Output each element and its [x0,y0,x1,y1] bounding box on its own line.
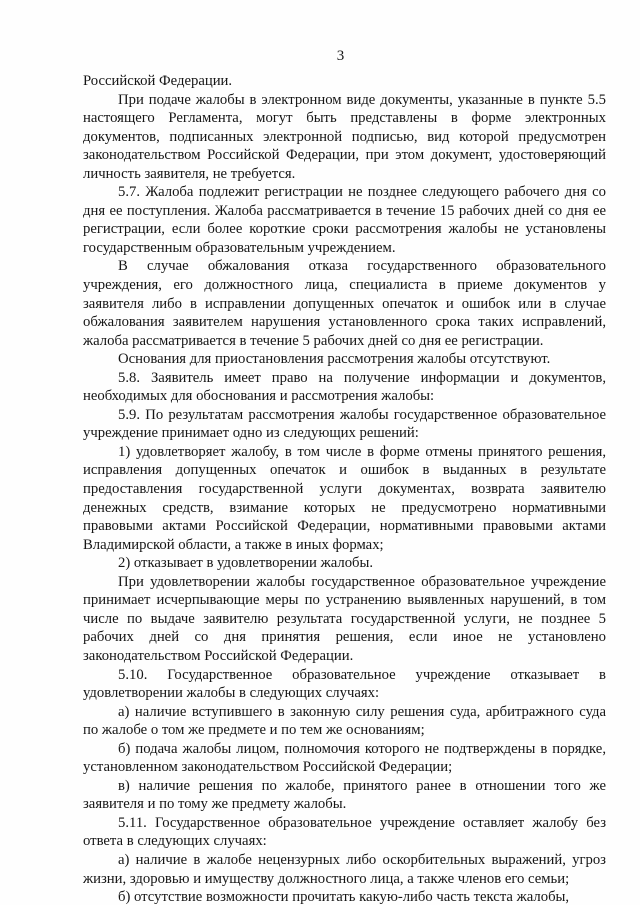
list-item-no-answer-a: а) наличие в жалобе нецензурных либо оскорбительных выражений, угроз жизни, здоровью и имуществу должностного лица, а также членов его семьи; [83,851,606,887]
paragraph-satisfaction-measures: При удовлетворении жалобы государственное образовательное учреждение принимает исчерпывающие меры по устранению выявленных нарушений, в том числе по выдаче заявителю результата государственной услуги, не позднее 5 рабочих дней со дня принятия решения, если иное не установлено законодательством Российской Федерации. [83,573,606,664]
paragraph-5-8-right-to-information: 5.8. Заявитель имеет право на получение информации и документов, необходимых для обоснования и рассмотрения жалобы: [83,369,606,405]
paragraph-5-10-refusal-cases: 5.10. Государственное образовательное учреждение отказывает в удовлетворении жалобы в следующих случаях: [83,666,606,702]
list-item-decision-2: 2) отказывает в удовлетворении жалобы. [118,555,374,572]
document-body [83,72,606,907]
paragraph-5-9-decisions: 5.9. По результатам рассмотрения жалобы государственное образовательное учреждение принимает одно из следующих решений: [83,406,606,442]
list-item-no-answer-b: б) отсутствие возможности прочитать какую-либо часть текста жалобы, [118,889,570,906]
page-number: 3 [336,48,345,64]
paragraph-appeal-refusal: В случае обжалования отказа государственного образовательного учреждения, его должностного лица, специалиста в приеме документов у заявителя либо в исправлении допущенных опечаток и ошибок или в случае обжалования заявителем нарушения установленного срока таких исправлений, жалоба рассматривается в течение 5 рабочих дней со дня ее регистрации. [83,258,606,349]
paragraph-no-suspension: Основания для приостановления рассмотрения жалобы отсутствуют. [118,351,551,368]
paragraph-5-7-registration: 5.7. Жалоба подлежит регистрации не позднее следующего рабочего дня со дня ее поступления. Жалоба рассматривается в течение 15 рабочих дней со дня ее регистрации, если более короткие сроки рассмотрения жалобы не установлены государственным образовательным учреждением. [83,184,606,256]
list-item-decision-1: 1) удовлетворяет жалобу, в том числе в форме отмены принятого решения, исправления допущенных опечаток и ошибок в выданных в результате предоставления государственной услуги документах, возврата заявителю денежных средств, взимание которых не предусмотрено нормативными правовыми актами Российской Федерации, нормативными правовыми актами Владимирской области, а также в иных формах; [83,443,606,553]
paragraph-5-11-no-answer-cases: 5.11. Государственное образовательное учреждение оставляет жалобу без ответа в следующих случаях: [83,814,606,850]
list-item-refusal-c: в) наличие решения по жалобе, принятого ранее в отношении того же заявителя и по тому же предмету жалобы. [83,777,606,813]
paragraph-continuation: Российской Федерации. [83,73,233,89]
paragraph-electronic-filing: При подаче жалобы в электронном виде документы, указанные в пункте 5.5 настоящего Регламента, могут быть представлены в форме электронных документов, подписанных электронной подписью, вид которой предусмотрен законодательством Российской Федерации, при этом документ, удостоверяющий личность заявителя, не требуется. [83,91,606,182]
list-item-refusal-b: б) подача жалобы лицом, полномочия которого не подтверждены в порядке, установленном законодательством Российской Федерации; [83,740,606,776]
list-item-refusal-a: а) наличие вступившего в законную силу решения суда, арбитражного суда по жалобе о том же предмете и по тем же основаниям; [83,703,606,739]
